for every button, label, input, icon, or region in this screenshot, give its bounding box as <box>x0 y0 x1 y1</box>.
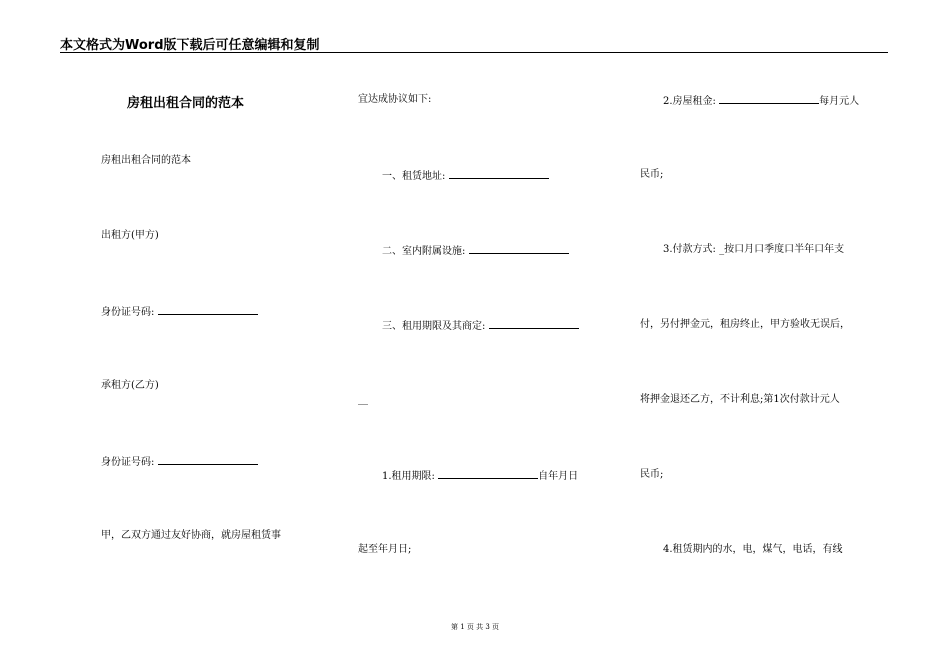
facilities-label: 二、室内附属设施: <box>382 246 466 257</box>
rent-monthly-text: 每月元人 <box>819 96 860 107</box>
col2-line-4 <box>382 318 579 334</box>
header-divider <box>60 52 888 53</box>
lease-term-blank <box>489 318 579 329</box>
lease-period-label: 1.租用期限: <box>382 471 435 482</box>
col1-line-6: 甲，乙双方通过友好协商，就房屋租赁事 <box>101 530 281 541</box>
rent-blank <box>719 93 819 104</box>
rental-address-label: 一、租赁地址: <box>382 171 446 182</box>
col1-line-5 <box>101 454 258 470</box>
col3-line-2: 民币; <box>640 169 664 180</box>
col1-line-3 <box>101 304 258 320</box>
col3-line-1 <box>663 93 859 109</box>
document-title: 房租出租合同的范本 <box>127 96 245 111</box>
col1-line-4: 承租方(乙方) <box>101 380 159 391</box>
lease-period-blank <box>438 468 538 479</box>
col2-line-1: 宜达成协议如下: <box>358 94 432 105</box>
download-banner: 本文格式为Word版下载后可任意编辑和复制 <box>60 38 320 53</box>
col2-line-7: 起至年月日; <box>358 544 412 555</box>
id-number-label-lessor: 身份证号码: <box>101 307 155 318</box>
col1-line-1: 房租出租合同的范本 <box>101 155 191 166</box>
id-number-label-lessee: 身份证号码: <box>101 457 155 468</box>
id-number-blank-lessee <box>158 454 258 465</box>
page-number: 第 1 页 共 3 页 <box>450 623 500 631</box>
lease-term-heading: 三、租用期限及其商定: <box>382 321 486 332</box>
col3-line-5: 将押金退还乙方，不计利息;第1次付款计元人 <box>640 394 840 405</box>
col2-line-5: __ <box>358 394 368 405</box>
col3-line-4: 付，另付押金元，租房终止，甲方验收无误后， <box>640 319 850 330</box>
facilities-blank <box>469 243 569 254</box>
col3-line-7: 4.租赁期内的水，电，煤气，电话，有线 <box>663 544 843 555</box>
col2-line-6 <box>382 468 578 484</box>
id-number-blank-lessor <box>158 304 258 315</box>
col2-line-2 <box>382 168 549 184</box>
col2-line-3 <box>382 243 569 259</box>
lease-start-date: 自年月日 <box>538 471 579 482</box>
rent-label: 2.房屋租金: <box>663 96 716 107</box>
col3-line-6: 民币; <box>640 469 664 480</box>
col3-line-3: 3.付款方式: _按口月口季度口半年口年支 <box>663 244 845 255</box>
rental-address-blank <box>449 168 549 179</box>
col1-line-2: 出租方(甲方) <box>101 230 159 241</box>
